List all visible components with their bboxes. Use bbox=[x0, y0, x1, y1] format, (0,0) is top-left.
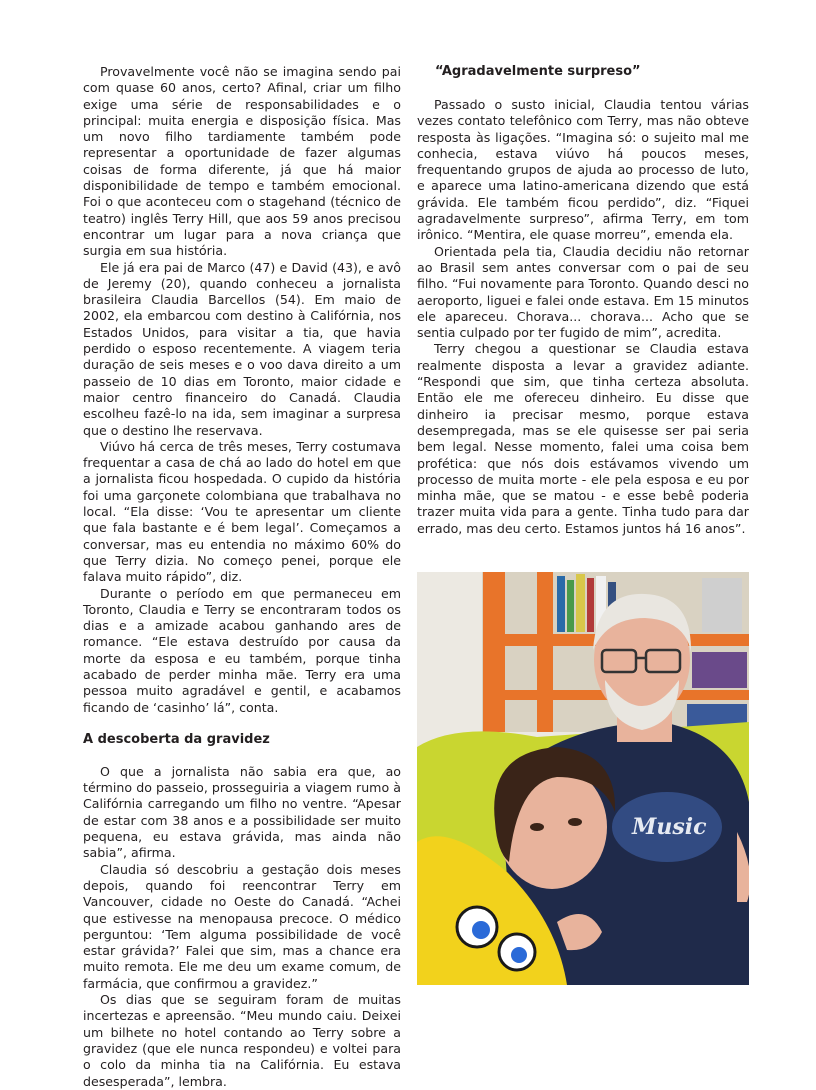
paragraph: Claudia só descobriu a gestação dois meses depois, quando foi reencontrar Terry em Vancouver, cidade no Oeste do Canadá. “Achei que estivesse na menopausa precoce. O médico perguntou: ‘Tem alguma possibilidade de você estar grávida?’ Falei que sim, mas a chance era muito remota. Ele me deu um exame comum, de farmácia, que confirmou a gravidez.” bbox=[83, 861, 401, 991]
paragraph: Os dias que se seguiram foram de muitas incertezas e apreensão. “Meu mundo caiu. Deixei um bilhete no hotel contando ao Terry sobre a gravidez (que ele nunca respondeu) e voltei para o colo da minha tia na Califórnia. Eu estava desesperada”, lembra. bbox=[83, 992, 401, 1089]
section-heading: “Agradavelmente surpreso” bbox=[435, 64, 641, 79]
paragraph: Provavelmente você não se imagina sendo pai com quase 60 anos, certo? Afinal, criar um filho exige uma série de responsabilidades e o principal: muita energia e disposição física. Mas um novo filho tardiamente também pode representar a oportunidade de fazer algumas coisas de forma diferente, já que há maior disponibilidade de tempo e também emocional. Foi o que aconteceu com o stagehand (técnico de teatro) inglês Terry Hill, que aos 59 anos precisou encontrar um lugar para a nova criança que surgia em sua história. bbox=[83, 64, 401, 259]
paragraph: Passado o susto inicial, Claudia tentou várias vezes contato telefônico com Terry, mas não obteve resposta às ligações. “Imagina só: o sujeito mal me conhecia, estava viúvo há poucos meses, frequentando grupos de ajuda ao processo de luto, e aparece uma latino-americana dizendo que está grávida. Ele também ficou perdido”, diz. “Fiquei agradavelmente surpreso”, afirma Terry, em tom irônico. “Mentira, ele quase morreu”, emenda ela. bbox=[417, 97, 749, 243]
paragraph: O que a jornalista não sabia era que, ao término do passeio, prosseguiria a viagem rumo à Califórnia carregando um filho no ventre. “Apesar de estar com 38 anos e a possibilidade ser muito pequena, eu estava grávida, mas ainda não sabia”, afirma. bbox=[83, 763, 401, 861]
paragraph: Orientada pela tia, Claudia decidiu não retornar ao Brasil sem antes conversar com o pai de seu filho. “Fui novamente para Toronto. Quando desci no aeroporto, liguei e falei onde estava. Em 15 minutos ele apareceu. Chorava... chorava... Acho que se sentia culpado por ter fugido de mim”, acredita. bbox=[417, 243, 749, 341]
paragraph: Ele já era pai de Marco (47) e David (43), e avô de Jeremy (20), quando conheceu a jornalista brasileira Claudia Barcellos (54). Em maio de 2002, ela embarcou com destino à Califórnia, nos Estados Unidos, para visitar a tia, que havia perdido o esposo recentemente. A viagem teria duração de seis meses e o voo dava direito a um passeio de 10 dias em Toronto, maior cidade e maior centro financeiro do Canadá. Claudia escolheu fazê-lo na ida, sem imaginar a surpresa que o destino lhe reservava. bbox=[83, 259, 401, 438]
shirt-print-text: Music bbox=[632, 814, 707, 840]
paragraph: Viúvo há cerca de três meses, Terry costumava frequentar a casa de chá ao lado do hotel em que a jornalista ficou hospedada. O cupido da história foi uma garçonete colombiana que trabalhava no local. “Ela disse: ‘Vou te apresentar um cliente que fala bastante e é bem legal’. Começamos a conversar, mas eu entendia no máximo 60% do que Terry dizia. No começo penei, porque ele falava muito rápido”, diz. bbox=[83, 438, 401, 585]
paragraph: Terry chegou a questionar se Claudia estava realmente disposta a levar a gravidez adiante. “Respondi que sim, que tinha certeza absoluta. Então ele me ofereceu dinheiro. Eu disse que dinheiro ia precisar mesmo, porque estava desempregada, mas se ele quisesse ser pai seria bem legal. Nesse momento, falei uma coisa bem profética: que nós dois estávamos vivendo um processo de muita morte - ele pela esposa e eu por minha mãe, que se matou - e esse bebê poderia trazer muita vida para a gente. Tinha tudo para dar errado, mas deu certo. Estamos juntos há 16 anos”. bbox=[417, 341, 749, 536]
left-column bbox=[83, 64, 401, 1090]
right-column bbox=[417, 64, 749, 537]
section-heading: A descoberta da gravidez bbox=[83, 731, 270, 747]
paragraph: Durante o período em que permaneceu em Toronto, Claudia e Terry se encontraram todos os dias e a amizade acabou ganhando ares de romance. “Ele estava destruído por causa da morte da esposa e eu também, porque tinha acabado de perder minha mãe. Terry era uma pessoa muito agradável e gentil, e acabamos ficando de ‘casinho’ lá”, conta. bbox=[83, 585, 401, 715]
family-photo-illustration bbox=[417, 572, 749, 985]
family-photo bbox=[417, 572, 749, 985]
